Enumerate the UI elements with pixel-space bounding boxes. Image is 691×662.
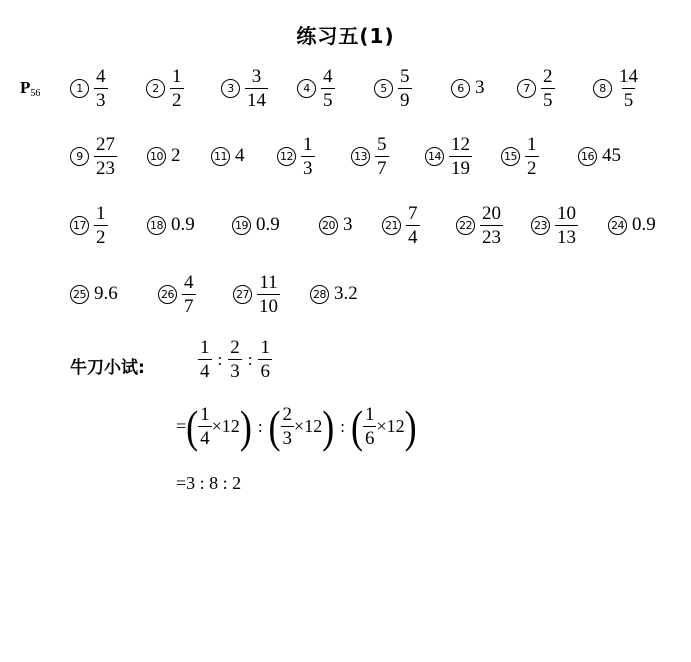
question-number: 19 [232,216,251,235]
answer-item [70,272,118,316]
question-number: 23 [531,216,550,235]
question-number: 9 [70,147,89,166]
question-number: 5 [374,79,393,98]
answer-item [517,66,555,110]
answer-value: 3.2 [334,283,358,304]
answer-item [211,134,245,178]
answer-fraction: $\frac{2}{5}$ [543,65,553,111]
question-number: 22 [456,216,475,235]
answer-fraction: $\frac{3}{14}$ [247,65,266,111]
question-number: 7 [517,79,536,98]
answer-value: 0.9 [256,214,280,235]
answer-fraction: $\frac{1}{2}$ [96,202,106,248]
fraction: $\frac{1}{6}$ [260,337,270,382]
question-number: 18 [147,216,166,235]
answer-value: 3 [475,77,485,98]
question-number: 3 [221,79,240,98]
answer-value: 45 [602,145,621,166]
ratio-expression: $\frac{1}{4}$ : $\frac{2}{3}$ : $\frac{1}{6}$ [200,337,270,382]
answer-item [297,66,335,110]
answer-item [232,203,280,247]
question-number: 4 [297,79,316,98]
answer-item [593,66,640,110]
answer-item [158,272,196,316]
question-number: 21 [382,216,401,235]
fraction: $\frac{1}{4}$ [200,337,210,382]
answer-item [310,272,358,316]
page-reference: $P_{56}$ [20,78,41,99]
question-number: 12 [277,147,296,166]
answer-item [578,134,621,178]
page-title: 练习五(1) [296,24,395,48]
answer-fraction: $\frac{1}{2}$ [527,133,537,179]
answer-fraction: $\frac{5}{7}$ [377,133,387,179]
answer-item [70,203,108,247]
answer-fraction: $\frac{10}{13}$ [557,202,576,248]
question-number: 6 [451,79,470,98]
answer-item [233,272,280,316]
question-number: 14 [425,147,444,166]
answer-fraction: $\frac{5}{9}$ [400,65,410,111]
answer-fraction: $\frac{7}{4}$ [408,202,418,248]
answer-fraction: $\frac{11}{10}$ [259,271,278,317]
question-number: 17 [70,216,89,235]
answer-fraction: $\frac{4}{5}$ [323,65,333,111]
answer-item [146,66,184,110]
answer-fraction: $\frac{14}{5}$ [619,65,638,111]
fraction: $\frac{2}{3}$ [282,404,293,449]
answer-fraction: $\frac{1}{3}$ [303,133,313,179]
answer-value: 0.9 [632,214,656,235]
scaled-expression: = ( $\frac{1}{4}$ ×12 ) : ( $\frac{2}{3}$ ×12 ) : ( $\frac{1}{6}$ ×12 ) [176,401,417,452]
answer-item [70,66,108,110]
question-number: 10 [147,147,166,166]
trial-label: 牛刀小试: [70,358,145,378]
fraction: $\frac{2}{3}$ [230,337,240,382]
answer-item [374,66,412,110]
question-number: 11 [211,147,230,166]
answer-fraction: $\frac{27}{23}$ [96,133,115,179]
question-number: 1 [70,79,89,98]
question-number: 28 [310,285,329,304]
answer-item [382,203,420,247]
fraction: $\frac{1}{4}$ [200,404,210,449]
answer-fraction: $\frac{4}{7}$ [184,271,194,317]
answer-item [501,134,539,178]
answer-item [351,134,389,178]
question-number: 20 [319,216,338,235]
answer-fraction: $\frac{20}{23}$ [482,202,501,248]
question-number: 24 [608,216,627,235]
answer-item [147,203,195,247]
answer-value: 4 [235,145,245,166]
question-number: 15 [501,147,520,166]
fraction: $\frac{1}{6}$ [364,404,375,449]
answer-item [456,203,503,247]
question-number: 8 [593,79,612,98]
answer-item [147,134,181,178]
answer-item [425,134,472,178]
answer-item [277,134,315,178]
question-number: 16 [578,147,597,166]
answer-value: 0.9 [171,214,195,235]
answer-item [221,66,268,110]
answer-value: 2 [171,145,181,166]
question-number: 25 [70,285,89,304]
question-number: 27 [233,285,252,304]
question-number: 26 [158,285,177,304]
answer-fraction: $\frac{1}{2}$ [172,65,182,111]
answer-item [451,66,485,110]
answer-value: 9.6 [94,283,118,304]
question-number: 2 [146,79,165,98]
answer-value: 3 [343,214,353,235]
question-number: 13 [351,147,370,166]
answer-fraction: $\frac{12}{19}$ [451,133,470,179]
result-expression: = 3 : 8 : 2 [176,473,242,493]
answer-item [319,203,353,247]
answer-item [531,203,578,247]
answer-fraction: $\frac{4}{3}$ [96,65,106,111]
answer-item [608,203,656,247]
answer-item [70,134,117,178]
